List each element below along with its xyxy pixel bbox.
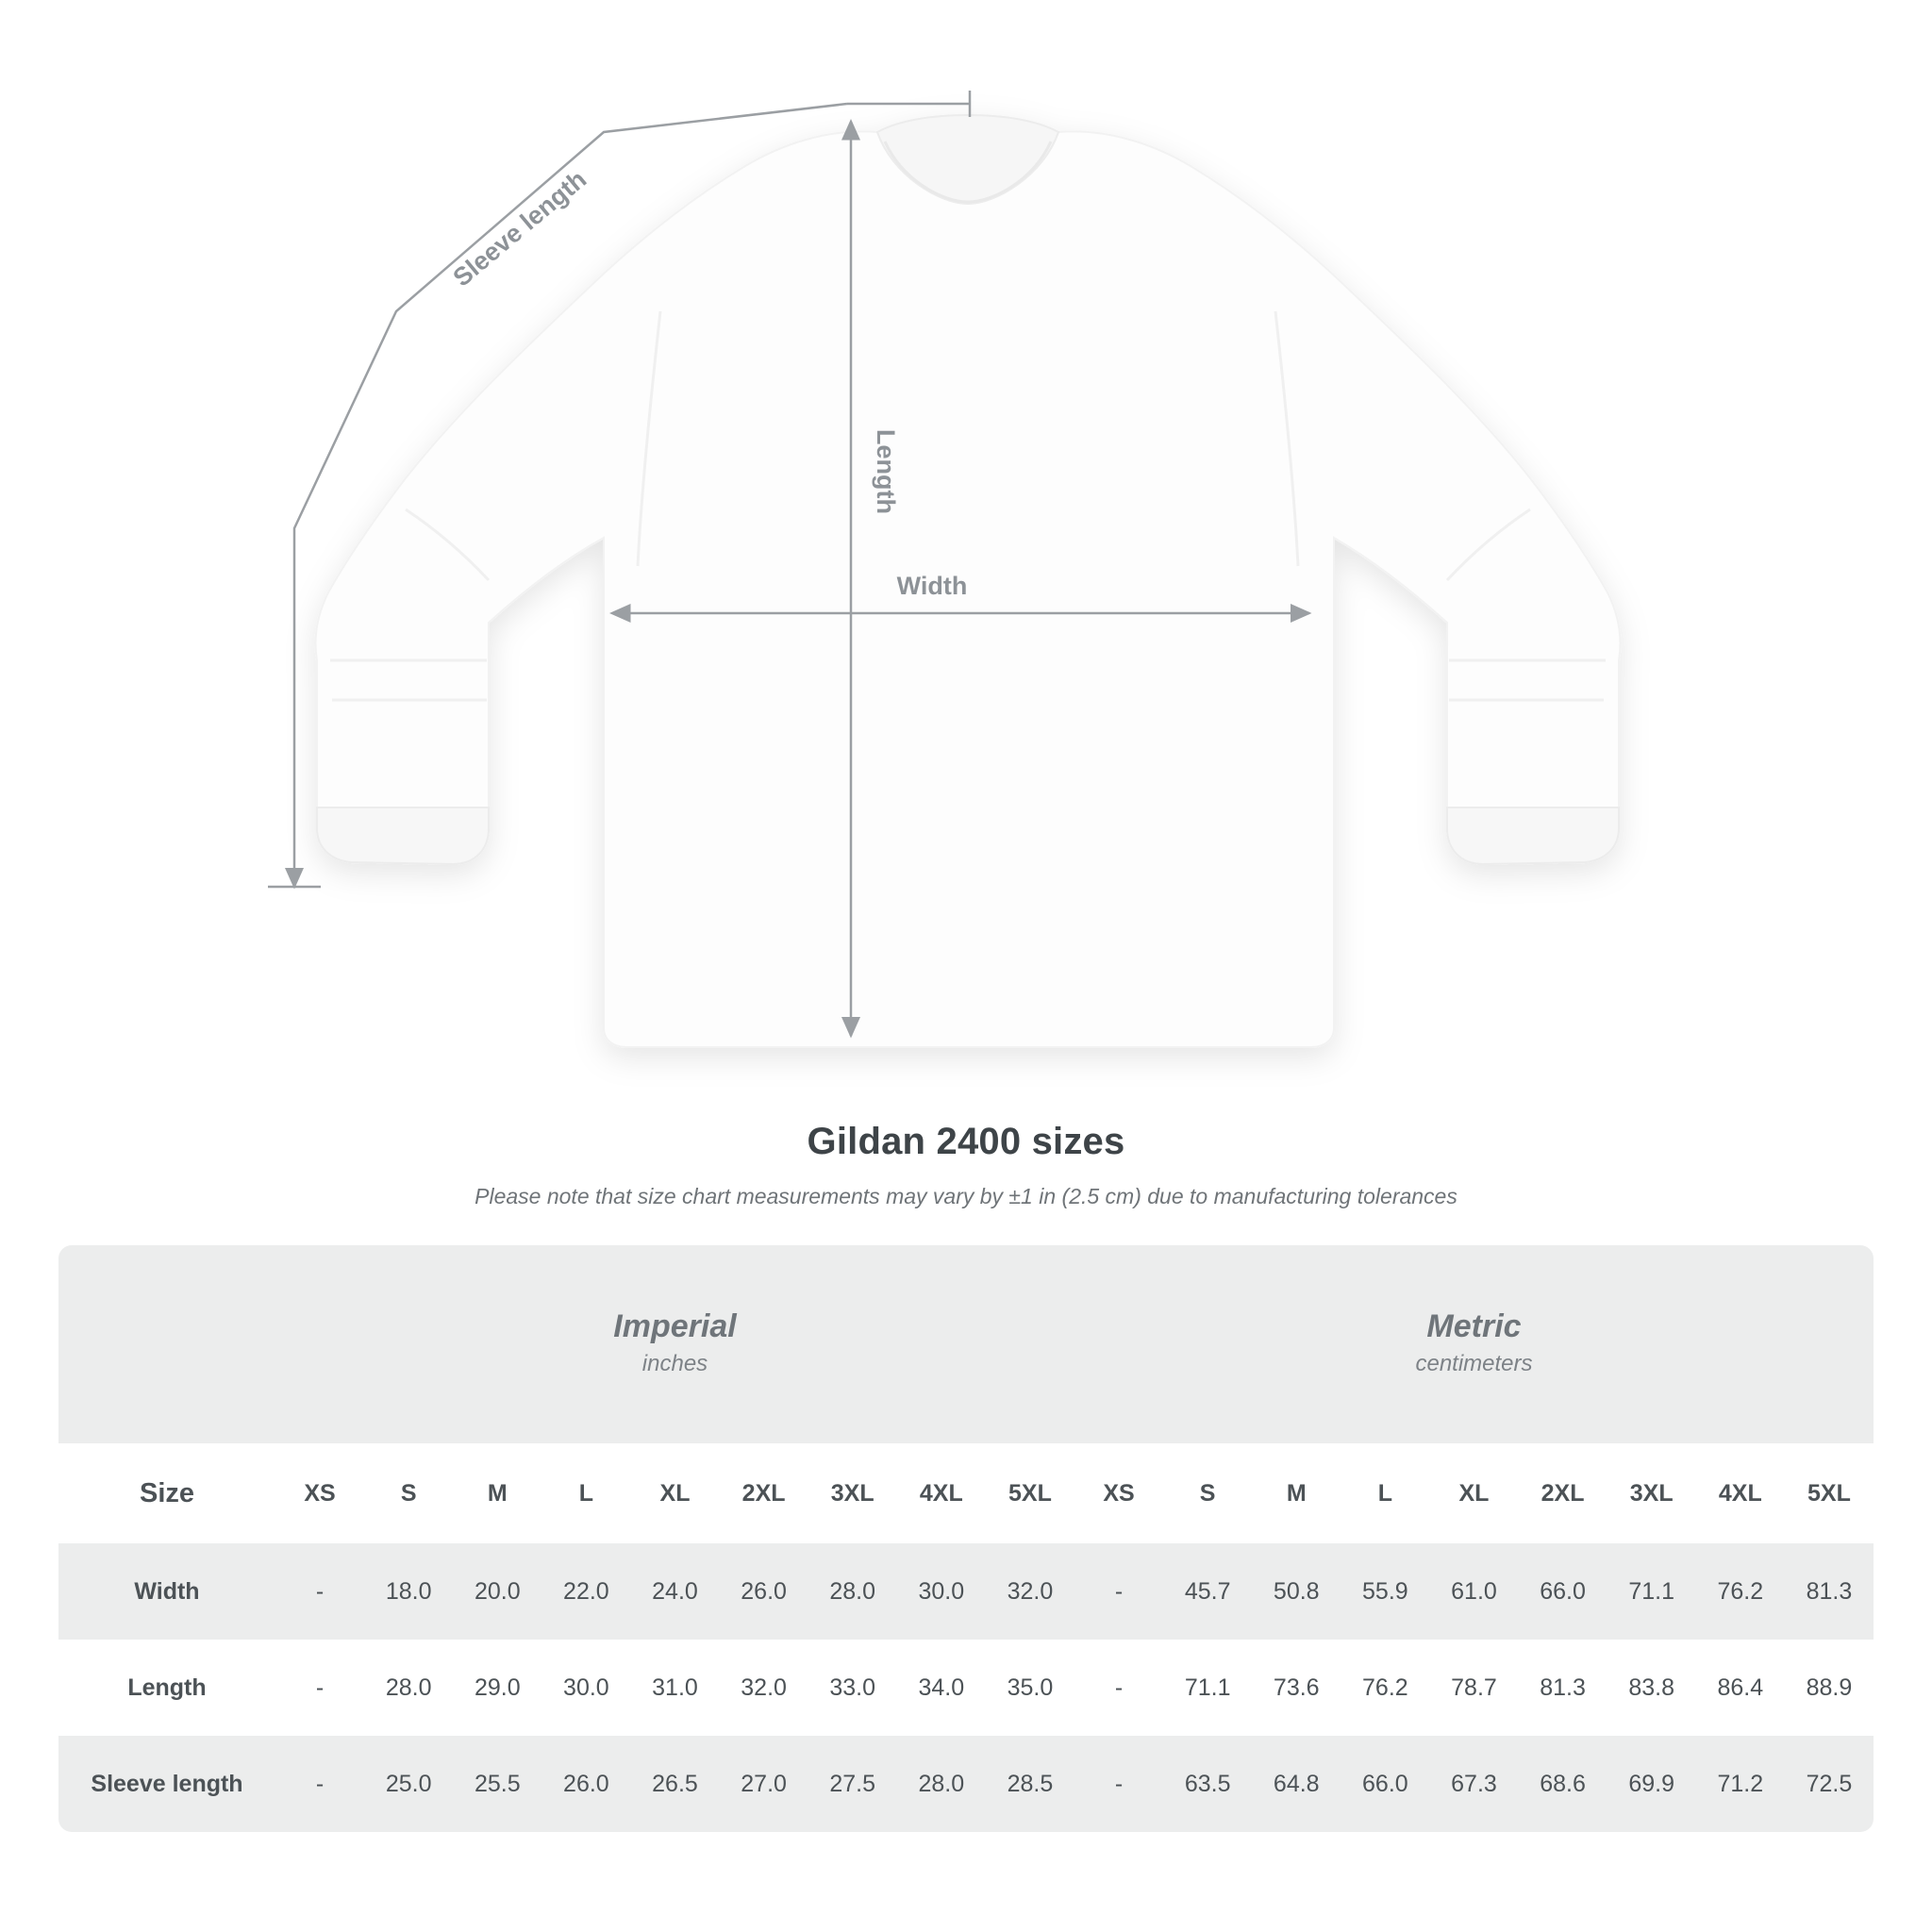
tolerance-note: Please note that size chart measurements may vary by ±1 in (2.5 cm) due to manufacturing tolerances [475,1184,1457,1208]
header-size-xl-metric: XL [1429,1443,1518,1543]
table-row [58,1736,1874,1832]
unit-header-metric [1074,1245,1874,1443]
row-label-sleeve-length: Sleeve length [58,1736,275,1832]
table-row [58,1543,1874,1640]
size-header-row [58,1443,1874,1543]
cell-sleeve-xl-metric: 67.3 [1429,1736,1518,1832]
cell-width-l-metric: 55.9 [1341,1543,1429,1640]
cell-length-l-imperial: 30.0 [541,1640,630,1736]
cell-sleeve-xl-imperial: 26.5 [630,1736,719,1832]
cell-width-4xl-imperial: 30.0 [897,1543,986,1640]
header-size-l-metric: L [1341,1443,1429,1543]
unit-name-metric: Metric [1426,1307,1522,1344]
header-size-xl-imperial: XL [630,1443,719,1543]
cell-length-xl-imperial: 31.0 [630,1640,719,1736]
size-table [58,1245,1874,1832]
cell-width-xl-imperial: 24.0 [630,1543,719,1640]
header-size-2xl-imperial: 2XL [720,1443,808,1543]
cell-sleeve-4xl-imperial: 28.0 [897,1736,986,1832]
cell-width-xl-metric: 61.0 [1429,1543,1518,1640]
header-size-m-metric: M [1252,1443,1341,1543]
header-size-2xl-metric: 2XL [1519,1443,1607,1543]
cell-length-5xl-imperial: 35.0 [986,1640,1074,1736]
cell-length-3xl-imperial: 33.0 [808,1640,897,1736]
cell-width-3xl-imperial: 28.0 [808,1543,897,1640]
cell-sleeve-4xl-metric: 71.2 [1696,1736,1785,1832]
cell-width-s-metric: 45.7 [1163,1543,1252,1640]
cell-width-m-metric: 50.8 [1252,1543,1341,1640]
cell-length-s-metric: 71.1 [1163,1640,1252,1736]
cell-width-xs-imperial: - [275,1543,364,1640]
cell-length-m-imperial: 29.0 [453,1640,541,1736]
cell-length-xs-metric: - [1074,1640,1163,1736]
header-size-3xl-imperial: 3XL [808,1443,897,1543]
cell-length-4xl-metric: 86.4 [1696,1640,1785,1736]
cell-length-2xl-metric: 81.3 [1519,1640,1607,1736]
cell-sleeve-3xl-imperial: 27.5 [808,1736,897,1832]
cell-width-l-imperial: 22.0 [541,1543,630,1640]
header-size-4xl-imperial: 4XL [897,1443,986,1543]
header-size-5xl-metric: 5XL [1785,1443,1874,1543]
header-size-l-imperial: L [541,1443,630,1543]
header-size-m-imperial: M [453,1443,541,1543]
header-size-3xl-metric: 3XL [1607,1443,1696,1543]
cell-width-2xl-metric: 66.0 [1519,1543,1607,1640]
cell-width-m-imperial: 20.0 [453,1543,541,1640]
cell-sleeve-xs-metric: - [1074,1736,1163,1832]
header-size-xs-imperial: XS [275,1443,364,1543]
header-size-label: Size [58,1443,275,1543]
row-label-width: Width [58,1543,275,1640]
table-row [58,1640,1874,1736]
cell-width-2xl-imperial: 26.0 [720,1543,808,1640]
cell-sleeve-m-imperial: 25.5 [453,1736,541,1832]
cell-width-xs-metric: - [1074,1543,1163,1640]
cell-sleeve-xs-imperial: - [275,1736,364,1832]
cell-sleeve-5xl-metric: 72.5 [1785,1736,1874,1832]
cell-sleeve-2xl-imperial: 27.0 [720,1736,808,1832]
cell-sleeve-l-imperial: 26.0 [541,1736,630,1832]
cell-width-s-imperial: 18.0 [364,1543,453,1640]
header-size-s-metric: S [1163,1443,1252,1543]
cell-sleeve-2xl-metric: 68.6 [1519,1736,1607,1832]
page-title: Gildan 2400 sizes [807,1121,1125,1162]
unit-sub-metric: centimeters [1415,1351,1533,1377]
cell-sleeve-3xl-metric: 69.9 [1607,1736,1696,1832]
cell-length-4xl-imperial: 34.0 [897,1640,986,1736]
cell-sleeve-m-metric: 64.8 [1252,1736,1341,1832]
cell-width-4xl-metric: 76.2 [1696,1543,1785,1640]
row-label-length: Length [58,1640,275,1736]
cell-length-m-metric: 73.6 [1252,1640,1341,1736]
cell-length-xs-imperial: - [275,1640,364,1736]
cell-length-l-metric: 76.2 [1341,1640,1429,1736]
shirt-body [316,115,1621,1047]
header-size-xs-metric: XS [1074,1443,1163,1543]
length-label: Length [872,429,900,514]
cell-length-xl-metric: 78.7 [1429,1640,1518,1736]
cell-width-5xl-imperial: 32.0 [986,1543,1074,1640]
cell-length-3xl-metric: 83.8 [1607,1640,1696,1736]
unit-sub-imperial: inches [641,1351,708,1377]
unit-name-imperial: Imperial [613,1307,737,1344]
header-size-s-imperial: S [364,1443,453,1543]
sleeve-length-label: Sleeve length [447,164,592,292]
width-label: Width [896,572,968,600]
title-block [0,1121,1932,1209]
cell-length-5xl-metric: 88.9 [1785,1640,1874,1736]
cell-sleeve-s-imperial: 25.0 [364,1736,453,1832]
cell-sleeve-l-metric: 66.0 [1341,1736,1429,1832]
cell-sleeve-s-metric: 63.5 [1163,1736,1252,1832]
cell-width-3xl-metric: 71.1 [1607,1543,1696,1640]
cell-length-s-imperial: 28.0 [364,1640,453,1736]
cell-width-5xl-metric: 81.3 [1785,1543,1874,1640]
unit-header-row [58,1245,1874,1443]
cell-length-2xl-imperial: 32.0 [720,1640,808,1736]
header-size-4xl-metric: 4XL [1696,1443,1785,1543]
size-table-wrapper [58,1245,1874,1832]
unit-header-imperial [275,1245,1074,1443]
header-size-5xl-imperial: 5XL [986,1443,1074,1543]
cell-sleeve-5xl-imperial: 28.5 [986,1736,1074,1832]
unit-header-spacer [58,1245,275,1443]
